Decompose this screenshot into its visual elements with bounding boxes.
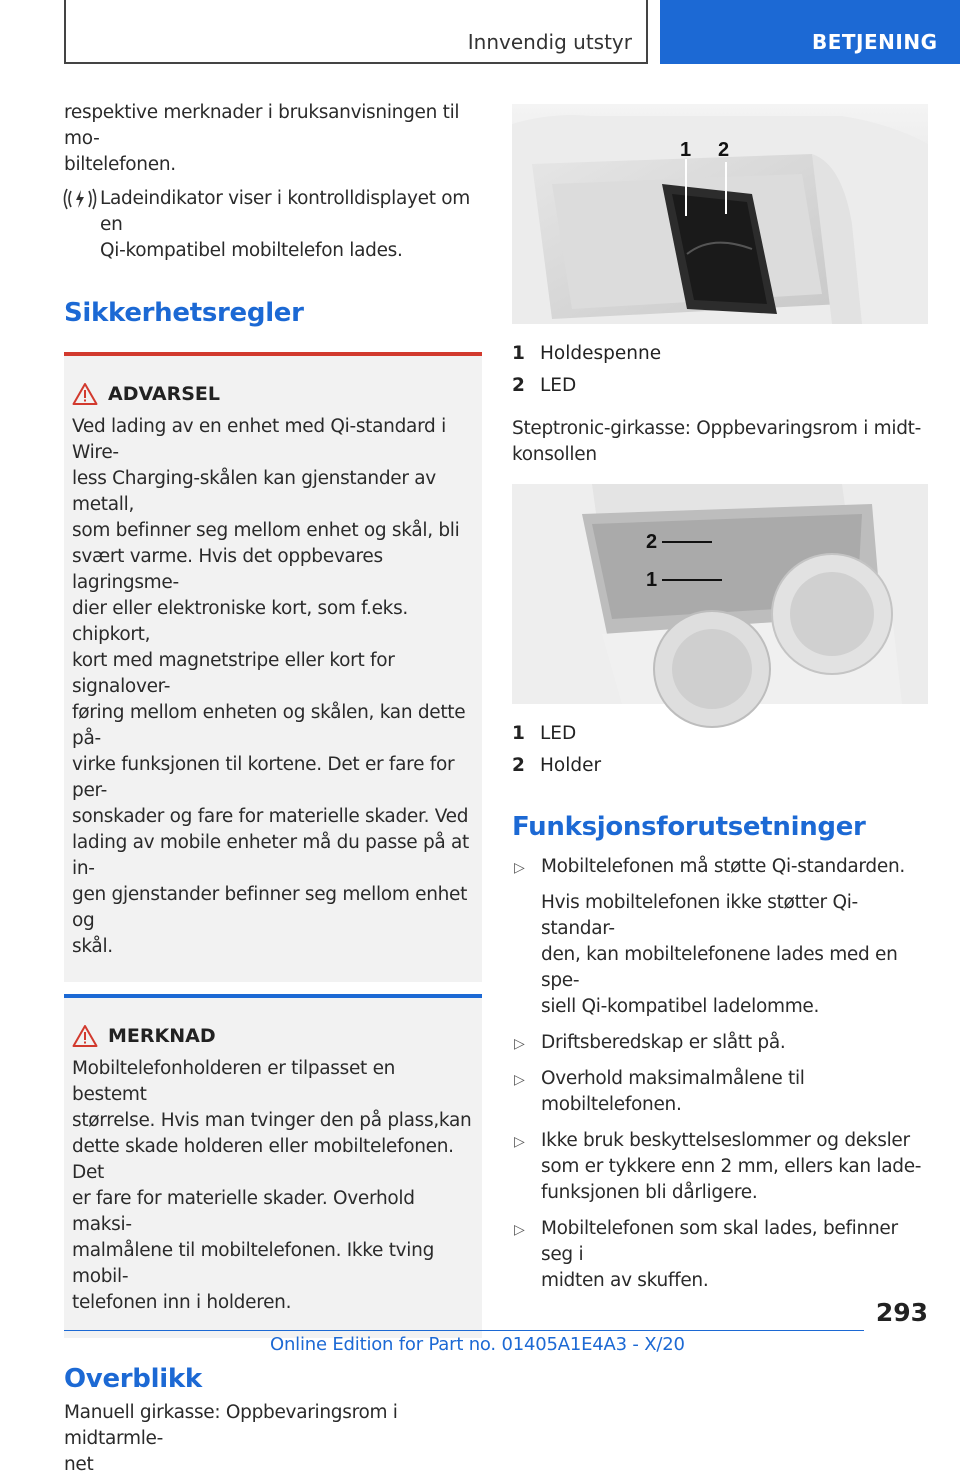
legend-number: 2 xyxy=(512,755,525,776)
legend-label: LED xyxy=(540,723,577,744)
overview-text: Manuell girkasse: Oppbevaringsrom i midtarmle- net xyxy=(64,1402,398,1475)
notice-title-row xyxy=(72,1024,474,1048)
notice-title: MERKNAD xyxy=(108,1025,216,1047)
legend-label: LED xyxy=(540,375,577,396)
legend-item xyxy=(512,338,928,370)
header-chapter-box xyxy=(660,0,960,64)
right-column xyxy=(512,104,928,1304)
intro-text: respektive merknader i bruksanvisningen til mo- biltelefonen. xyxy=(64,102,460,175)
header-section-box xyxy=(64,0,648,64)
figure1-legend xyxy=(512,338,928,402)
list-item-text: Overhold maksimalmålene til mobiltelefonen. xyxy=(541,1068,805,1115)
figure1-callout-2: 2 xyxy=(718,139,730,161)
legend-item xyxy=(512,370,928,402)
overview-heading: Overblikk xyxy=(64,1364,202,1394)
warning-title-row xyxy=(72,382,474,406)
left-column xyxy=(64,100,482,1478)
notice-box xyxy=(64,994,482,1338)
console-cupholder-illustration xyxy=(512,484,928,704)
list-item-text: Mobiltelefonen som skal lades, befinner seg i midten av skuffen. xyxy=(541,1218,898,1291)
notice-triangle-icon xyxy=(72,1024,98,1048)
list-item xyxy=(512,854,928,1020)
legend-item xyxy=(512,750,928,782)
charging-indicator-icon xyxy=(64,187,96,211)
charging-indicator-paragraph xyxy=(64,186,482,264)
notice-text: Mobiltelefonholderen er tilpasset en bestemt størrelse. Hvis man tvinger den på plass,kan dette skade holderen eller mobiltelefonen. Det er fare for materielle skader. Overhold maksi- malmålene til mobiltelefonen. Ikke tving mobil- telefonen inn i holderen. xyxy=(72,1058,472,1313)
steptronic-text: Steptronic-girkasse: Oppbevaringsrom i midt- konsollen xyxy=(512,418,921,465)
steptronic-storage-figure xyxy=(512,484,928,704)
list-item-text: Ikke bruk beskyttelseslommer og deksler som er tykkere enn 2 mm, ellers kan lade- funksjonen bli dårligere. xyxy=(541,1130,922,1203)
warning-triangle-icon xyxy=(72,382,98,406)
manual-gearbox-storage-figure xyxy=(512,104,928,324)
list-item-text: Driftsberedskap er slått på. xyxy=(541,1032,786,1053)
figure2-callout-2: 2 xyxy=(646,531,658,553)
legend-label: Holder xyxy=(540,755,602,776)
safety-heading: Sikkerhetsregler xyxy=(64,298,304,328)
warning-text: Ved lading av en enhet med Qi-standard i Wire- less Charging-skålen kan gjenstander av metall, som befinner seg mellom enhet og skål, bli svært varme. Hvis det oppbevares lagringsme- dier eller elektroniske kort, som f.eks. chipkort, kort med magnetstripe eller kort for signalover- føring mellom enheten og skålen, kan dette på- virke funksjonen til kortene. Det er fare for per- sonskader og fare for materielle skader. Ved lading av mobile enheter må du passe på at in- gen gjenstander befinner seg mellom enhet og skål. xyxy=(72,416,469,957)
figure2-callout-1: 1 xyxy=(646,569,658,591)
legend-label: Holdespenne xyxy=(540,343,662,364)
warning-box xyxy=(64,352,482,982)
figure2-legend xyxy=(512,718,928,782)
bullet-triangle-icon: ▷ xyxy=(514,859,525,875)
requirements-heading: Funksjonsforutsetninger xyxy=(512,812,866,842)
warning-title: ADVARSEL xyxy=(108,383,220,405)
legend-number: 2 xyxy=(512,375,525,396)
list-item-text: Mobiltelefonen må støtte Qi-standarden. xyxy=(541,856,905,877)
bullet-triangle-icon: ▷ xyxy=(514,1035,525,1051)
list-item-subtext: Hvis mobiltelefonen ikke støtter Qi-standar- den, kan mobiltelefonene lades med en spe- siell Qi-kompatibel ladelomme. xyxy=(541,892,898,1017)
storage-compartment-illustration xyxy=(512,104,928,324)
footer-divider xyxy=(64,1330,864,1331)
list-item xyxy=(512,1066,928,1118)
legend-number: 1 xyxy=(512,723,525,744)
figure1-callout-1: 1 xyxy=(680,139,692,161)
header-section-title: Innvendig utstyr xyxy=(467,30,632,54)
charging-indicator-text: Ladeindikator viser i kontrolldisplayet om en Qi-kompatibel mobiltelefon lades. xyxy=(100,188,471,261)
legend-number: 1 xyxy=(512,343,525,364)
bullet-triangle-icon: ▷ xyxy=(514,1221,525,1237)
bullet-triangle-icon: ▷ xyxy=(514,1133,525,1149)
header-chapter-title: BETJENING xyxy=(812,30,938,54)
requirements-list xyxy=(512,854,928,1294)
page-number: 293 xyxy=(875,1298,928,1327)
bullet-triangle-icon: ▷ xyxy=(514,1071,525,1087)
list-item xyxy=(512,1030,928,1056)
footer-edition-text: Online Edition for Part no. 01405A1E4A3 - X/20 xyxy=(270,1334,685,1355)
list-item xyxy=(512,1128,928,1206)
list-item xyxy=(512,1216,928,1294)
